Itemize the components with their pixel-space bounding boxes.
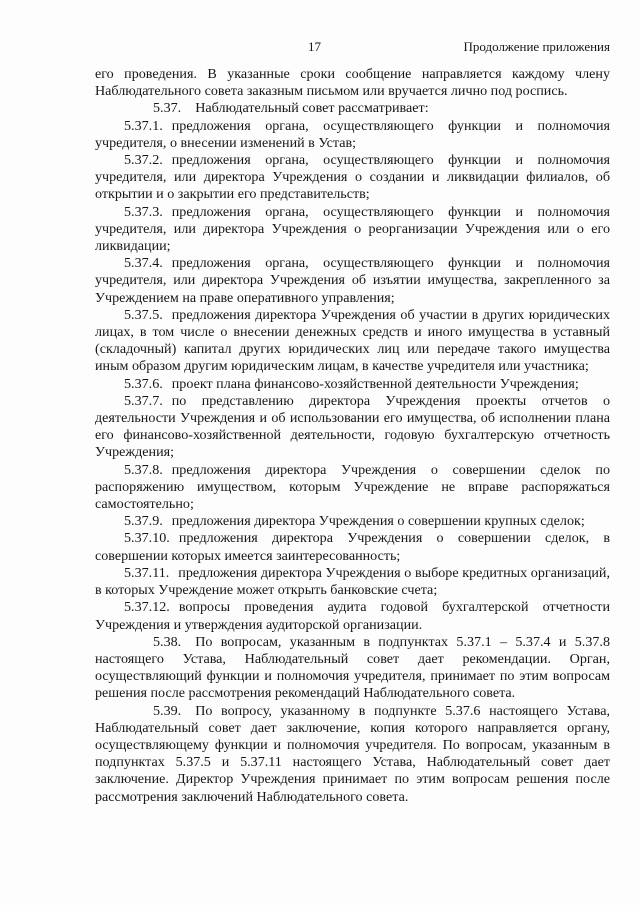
paragraph-5-37: [95, 100, 610, 117]
page-number: 17: [308, 39, 321, 54]
paragraph-5-37-9: [95, 513, 610, 530]
paragraph-number: 5.37.2.: [124, 152, 163, 169]
paragraph-text: проект плана финансово-хозяйственной деятельности Учреждения;: [171, 375, 579, 392]
paragraph-5-37-2: [95, 152, 610, 204]
paragraph-continuation: [95, 66, 610, 100]
paragraph-5-37-12: [95, 599, 610, 633]
paragraph-number: 5.37.1.: [124, 117, 163, 134]
paragraph-text: вопросы проведения аудита годовой бухгалтерской отчетности Учреждения и утверждения аудиторской организации.: [95, 599, 610, 633]
paragraph-text: По вопросу, указанному в подпункте 5.37.6 настоящего Устава, Наблюдательный совет дает заключение, копия которого направляется органу, осуществляющему функции и полномочия учредителя. По вопросам, указанным в подпунктах 5.37.5 и 5.37.11 настоящего Устава, Наблюдательный совет дает заключение. Директор Учреждения принимает по этим вопросам решения после рассмотрения заключений Наблюдательного совета.: [95, 702, 610, 805]
paragraph-number: 5.38.: [153, 633, 182, 650]
paragraph-5-37-10: [95, 530, 610, 564]
paragraph-number: 5.37.: [153, 100, 182, 117]
paragraph-text: предложения органа, осуществляющего функции и полномочия учредителя, или директора Учреждения о создании и ликвидации филиалов, об открытии и о закрытии его представительств;: [95, 152, 610, 203]
paragraph-5-39: [95, 703, 610, 806]
paragraph-text: предложения директора Учреждения о совершении крупных сделок;: [171, 513, 585, 530]
paragraph-text: По вопросам, указанным в подпунктах 5.37.1 – 5.37.4 и 5.37.8 настоящего Устава, Наблюдательный совет дает рекомендации. Орган, осуществляющий функции и полномочия учредителя, принимает по этим вопросам решения после рассмотрения рекомендаций Наблюдательного совета.: [95, 633, 610, 702]
paragraph-text: предложения органа, осуществляющего функции и полномочия учредителя, о внесении изменений в Устав;: [95, 117, 610, 151]
paragraph-text: предложения органа, осуществляющего функции и полномочия учредителя, или директора Учреждения о реорганизации Учреждения или о его ликвидации;: [95, 203, 610, 255]
paragraph-5-37-5: [95, 307, 610, 376]
paragraph-text: Наблюдательный совет рассматривает:: [195, 100, 429, 117]
paragraph-text: по представлению директора Учреждения проекты отчетов о деятельности Учреждения и об использовании его имущества, об исполнении плана его финансово-хозяйственной деятельности, годовую бухгалтерскую отчетность Учреждения;: [95, 392, 610, 461]
header-note: Продолжение приложения: [463, 39, 610, 54]
paragraph-number: 5.37.3.: [124, 203, 163, 220]
paragraph-5-37-4: [95, 255, 610, 307]
paragraph-5-37-3: [95, 204, 610, 256]
paragraph-text: предложения директора Учреждения об участии в других юридических лицах, в том числе о внесении денежных средств и иного имущества в уставный (складочный) капитал других юридических лиц или передаче такого имущества иным образом другим юридическим лицам, в качестве учредителя или участника;: [95, 306, 610, 375]
paragraph-5-37-7: [95, 393, 610, 462]
paragraph-number: 5.37.11.: [124, 564, 170, 581]
paragraph-5-38: [95, 634, 610, 703]
paragraph-number: 5.37.10.: [124, 530, 170, 547]
paragraph-number: 5.37.7.: [124, 392, 163, 409]
document-body: [95, 66, 610, 806]
paragraph-number: 5.39.: [153, 702, 182, 719]
paragraph-text: его проведения. В указанные сроки сообщение направляется каждому члену Наблюдательного совета заказным письмом или вручается лично под роспись.: [95, 66, 610, 100]
paragraph-5-37-1: [95, 118, 610, 152]
paragraph-5-37-11: [95, 565, 610, 599]
paragraph-number: 5.37.8.: [124, 461, 163, 478]
paragraph-number: 5.37.6.: [124, 375, 163, 392]
paragraph-text: предложения директора Учреждения о совершении сделок, в совершении которых имеется заинтересованность;: [95, 530, 610, 564]
paragraph-5-37-6: [95, 376, 610, 393]
paragraph-number: 5.37.9.: [124, 513, 163, 530]
paragraph-text: предложения директора Учреждения о выборе кредитных организаций, в которых Учреждение может открыть банковские счета;: [95, 564, 610, 599]
paragraph-text: предложения органа, осуществляющего функции и полномочия учредителя, или директора Учреждения об изъятии имущества, закрепленного за Учреждением на праве оперативного управления;: [95, 255, 610, 306]
paragraph-5-37-8: [95, 462, 610, 514]
paragraph-number: 5.37.5.: [124, 306, 163, 323]
paragraph-number: 5.37.12.: [124, 599, 170, 616]
page-header: [0, 39, 640, 59]
paragraph-number: 5.37.4.: [124, 255, 163, 272]
paragraph-text: предложения директора Учреждения о совершении сделок по распоряжению имуществом, которым Учреждение не вправе распоряжаться самостоятельно;: [95, 461, 610, 513]
